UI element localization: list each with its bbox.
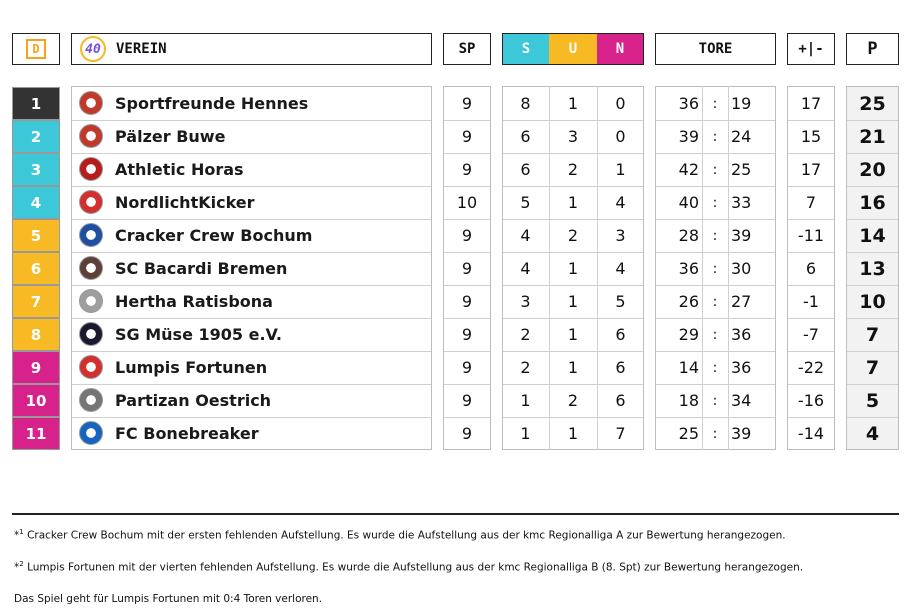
- n-header[interactable]: [597, 33, 644, 65]
- goals-separator: :: [712, 128, 718, 145]
- team-name[interactable]: Athletic Horas: [115, 160, 244, 179]
- goal-difference: 7: [805, 193, 817, 212]
- goals-separator: :: [712, 194, 718, 211]
- losses: 4: [615, 259, 626, 278]
- s-header-label: S: [521, 41, 531, 57]
- draws: 1: [567, 259, 579, 278]
- points: 7: [865, 323, 880, 346]
- sp-header[interactable]: [443, 33, 491, 65]
- losses: 4: [615, 193, 626, 212]
- draws: 1: [567, 424, 579, 443]
- games-played: 9: [461, 226, 473, 245]
- losses: 6: [615, 325, 626, 344]
- s-header[interactable]: [502, 33, 549, 65]
- goal-difference: -14: [797, 424, 825, 443]
- wins: 4: [520, 226, 531, 245]
- goals-separator: :: [712, 293, 718, 310]
- team-logo-icon: [79, 388, 103, 412]
- points: 25: [859, 92, 886, 115]
- diff-header[interactable]: [787, 33, 835, 65]
- wins: 8: [520, 94, 531, 113]
- team-logo-icon: [79, 190, 103, 214]
- losses: 1: [615, 160, 626, 179]
- sun-divider: [549, 86, 550, 450]
- goals-against: 25: [731, 160, 752, 179]
- footnote-1-marker: 1: [19, 528, 24, 536]
- tore-header-label: TORE: [698, 41, 733, 57]
- team-name[interactable]: SG Müse 1905 e.V.: [115, 325, 282, 344]
- points: 21: [859, 125, 886, 148]
- wins: 1: [520, 391, 531, 410]
- rank-number: 2: [30, 127, 42, 146]
- team-name[interactable]: Partizan Oestrich: [115, 391, 272, 410]
- goal-difference: 17: [800, 160, 822, 179]
- draws: 1: [567, 325, 579, 344]
- goal-difference: 17: [800, 94, 822, 113]
- rank-number: 3: [30, 160, 42, 179]
- rank-cell: [12, 219, 60, 252]
- goals-separator: :: [712, 359, 718, 376]
- points: 7: [865, 356, 880, 379]
- tore-divider: [702, 86, 703, 450]
- team-name[interactable]: Sportfreunde Hennes: [115, 94, 309, 113]
- games-played: 10: [456, 193, 478, 212]
- goals-for: 26: [678, 292, 699, 311]
- wins: 6: [520, 127, 531, 146]
- rank-cell: [12, 186, 60, 219]
- goals-for: 14: [678, 358, 699, 377]
- goals-against: 36: [731, 358, 752, 377]
- rank-number: 9: [30, 358, 42, 377]
- goals-separator: :: [712, 161, 718, 178]
- diff-header-label: +|-: [798, 41, 824, 57]
- footnote-3-text: Das Spiel geht für Lumpis Fortunen mit 0:4 Toren verloren.: [14, 593, 323, 605]
- goals-against: 36: [731, 325, 752, 344]
- team-logo-icon: [79, 289, 103, 313]
- footnote-2-text: Lumpis Fortunen mit der vierten fehlenden Aufstellung. Es wurde die Aufstellung aus der kmc Regionalliga B (8. Spt) zur Bewertung herangezogen.: [27, 561, 804, 574]
- points: 4: [865, 422, 880, 445]
- rank-number: 7: [30, 292, 42, 311]
- games-played: 9: [461, 292, 473, 311]
- losses: 3: [615, 226, 626, 245]
- team-logo-icon: [79, 223, 103, 247]
- footnote-2: *$^2$ Lumpis Fortunen mit der vierten fehlenden Aufstellung. Es wurde die Aufstellung aus der kmc Regionalliga B (8. Spt) zur Bewertung herangezogen.: [14, 560, 804, 574]
- draws: 1: [567, 358, 579, 377]
- games-played: 9: [461, 391, 473, 410]
- rank-number: 8: [30, 325, 42, 344]
- losses: 6: [615, 358, 626, 377]
- goals-against: 19: [731, 94, 752, 113]
- games-played: 9: [461, 94, 473, 113]
- goals-separator: :: [712, 227, 718, 244]
- points: 13: [859, 257, 886, 280]
- losses: 0: [615, 94, 626, 113]
- goal-difference: 15: [800, 127, 822, 146]
- team-name[interactable]: Lumpis Fortunen: [115, 358, 268, 377]
- rank-cell: [12, 120, 60, 153]
- goals-for: 42: [678, 160, 699, 179]
- sun-divider: [597, 86, 598, 450]
- team-name[interactable]: Hertha Ratisbona: [115, 292, 273, 311]
- goals-for: 39: [678, 127, 699, 146]
- goals-separator: :: [712, 95, 718, 112]
- points-header-label: P: [867, 39, 878, 59]
- rank-cell: [12, 318, 60, 351]
- goals-against: 34: [731, 391, 752, 410]
- goals-for: 28: [678, 226, 699, 245]
- goal-difference: -7: [803, 325, 819, 344]
- goals-against: 39: [731, 226, 752, 245]
- points: 5: [865, 389, 880, 412]
- team-logo-icon: [79, 157, 103, 181]
- rank-cell: [12, 417, 60, 450]
- wins: 5: [520, 193, 531, 212]
- goals-separator: :: [712, 326, 718, 343]
- goals-against: 30: [731, 259, 752, 278]
- team-logo-icon: [79, 322, 103, 346]
- goals-for: 36: [678, 94, 699, 113]
- wins: 2: [520, 358, 531, 377]
- sp-header-label: SP: [458, 41, 476, 57]
- goals-against: 33: [731, 193, 752, 212]
- goal-difference: -1: [803, 292, 819, 311]
- goals-against: 27: [731, 292, 752, 311]
- losses: 5: [615, 292, 626, 311]
- rank-header-badge: D: [26, 39, 46, 59]
- draws: 1: [567, 94, 579, 113]
- draws: 3: [567, 127, 579, 146]
- verein-header-label: VEREIN: [116, 41, 167, 57]
- goals-for: 18: [678, 391, 699, 410]
- verein-header[interactable]: [71, 33, 432, 65]
- n-header-label: N: [615, 41, 625, 57]
- losses: 0: [615, 127, 626, 146]
- draws: 1: [567, 292, 579, 311]
- rank-number: 4: [30, 193, 42, 212]
- team-logo-icon: [79, 124, 103, 148]
- points: 16: [859, 191, 886, 214]
- rank-cell: [12, 252, 60, 285]
- goal-difference: 6: [805, 259, 817, 278]
- wins: 4: [520, 259, 531, 278]
- goals-against: 39: [731, 424, 752, 443]
- draws: 2: [567, 226, 579, 245]
- goal-difference: -22: [797, 358, 825, 377]
- wins: 2: [520, 325, 531, 344]
- points-header[interactable]: [846, 33, 899, 65]
- footnote-3: [14, 593, 322, 605]
- team-logo-icon: [79, 355, 103, 379]
- points: 10: [859, 290, 886, 313]
- points: 20: [859, 158, 886, 181]
- goals-for: 36: [678, 259, 699, 278]
- goals-separator: :: [712, 260, 718, 277]
- goal-difference: -16: [797, 391, 825, 410]
- rank-cell: [12, 351, 60, 384]
- rank-number: 10: [25, 391, 47, 410]
- rank-number: 6: [30, 259, 42, 278]
- tore-header[interactable]: [655, 33, 776, 65]
- rank-cell: [12, 153, 60, 186]
- team-name[interactable]: Pälzer Buwe: [115, 127, 226, 146]
- u-header-label: U: [568, 41, 578, 57]
- games-played: 9: [461, 325, 473, 344]
- draws: 1: [567, 193, 579, 212]
- rank-number: 11: [25, 424, 47, 443]
- team-name[interactable]: NordlichtKicker: [115, 193, 255, 212]
- tore-divider: [728, 86, 729, 450]
- wins: 6: [520, 160, 531, 179]
- team-logo-icon: [79, 421, 103, 445]
- rank-cell: [12, 87, 60, 120]
- goals-for: 25: [678, 424, 699, 443]
- team-name[interactable]: SC Bacardi Bremen: [115, 259, 288, 278]
- losses: 6: [615, 391, 626, 410]
- games-played: 9: [461, 358, 473, 377]
- rank-cell: [12, 285, 60, 318]
- draws: 2: [567, 160, 579, 179]
- u-header[interactable]: [549, 33, 597, 65]
- footnote-1-text: Cracker Crew Bochum mit der ersten fehlenden Aufstellung. Es wurde die Aufstellung aus der kmc Regionalliga A zur Bewertung herangezogen.: [27, 529, 786, 542]
- goals-against: 24: [731, 127, 752, 146]
- goals-for: 40: [678, 193, 699, 212]
- wins: 1: [520, 424, 531, 443]
- team-logo-icon: [79, 91, 103, 115]
- losses: 7: [615, 424, 626, 443]
- games-played: 9: [461, 424, 473, 443]
- games-played: 9: [461, 160, 473, 179]
- rank-number: 5: [30, 226, 42, 245]
- footer-divider: [12, 513, 899, 515]
- footnote-1: *$^1$ Cracker Crew Bochum mit der ersten fehlenden Aufstellung. Es wurde die Aufstellung aus der kmc Regionalliga A zur Bewertung herangezogen.: [14, 528, 786, 542]
- team-name[interactable]: FC Bonebreaker: [115, 424, 259, 443]
- goals-separator: :: [712, 392, 718, 409]
- goals-separator: :: [712, 425, 718, 442]
- games-played: 9: [461, 127, 473, 146]
- footnote-2-marker: 2: [19, 560, 24, 568]
- league-logo-icon: 40: [80, 36, 106, 62]
- team-logo-icon: [79, 256, 103, 280]
- points: 14: [859, 224, 886, 247]
- team-name[interactable]: Cracker Crew Bochum: [115, 226, 313, 245]
- wins: 3: [520, 292, 531, 311]
- draws: 2: [567, 391, 579, 410]
- rank-number: 1: [30, 94, 42, 113]
- goal-difference: -11: [797, 226, 825, 245]
- rank-header-icon: [12, 33, 60, 65]
- goals-for: 29: [678, 325, 699, 344]
- rank-cell: [12, 384, 60, 417]
- games-played: 9: [461, 259, 473, 278]
